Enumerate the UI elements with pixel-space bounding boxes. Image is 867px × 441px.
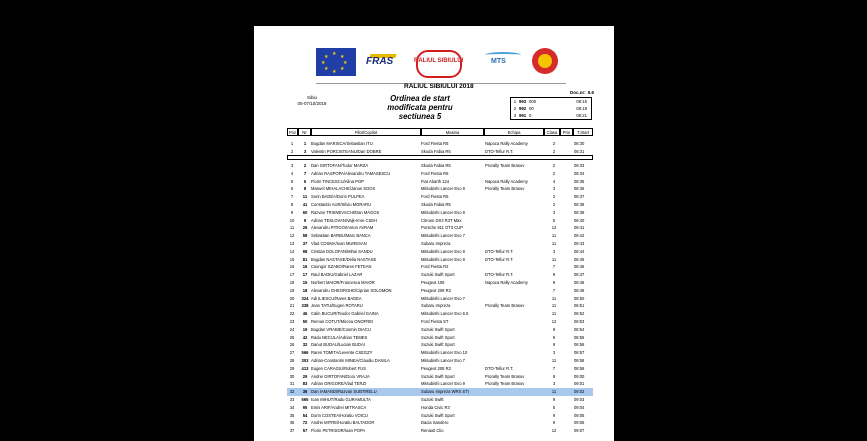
cell-poz: 14 [289, 248, 295, 254]
cell-pilot: Bogdan VRABIE/Cosmin DIACU [311, 326, 371, 332]
cell-pilot: Dorin COSTEA/Horatiu VOICU [311, 412, 368, 418]
cell-echipa: Prorally Team Brasov [485, 381, 525, 387]
cell-masina: Ford Fiesta ST [421, 319, 449, 324]
cell-nr: 32 [302, 342, 308, 348]
table-row [287, 310, 593, 318]
cell-nr: 9 [303, 217, 307, 223]
cell-echipa: Prorally Team Brasov [485, 163, 525, 168]
cell-masina: Mitsubishi Lancer Evo 9 [421, 248, 465, 254]
cell-masina: Citroen DS3 R3T Max [421, 217, 462, 223]
cell-start: 08:47 [574, 272, 585, 278]
cell-nr: 2 [303, 163, 307, 168]
cell-clasa: 9 [552, 412, 556, 418]
cell-poz: 29 [289, 365, 295, 371]
cell-poz: 26 [289, 342, 295, 348]
cell-masina: Suzuki Swift [421, 397, 444, 402]
cell-start: 08:56 [574, 342, 585, 348]
document-page [254, 26, 614, 441]
cell-nr: 41 [302, 202, 308, 207]
cell-start: 09:00 [574, 373, 585, 379]
cell-nr: 324 [301, 295, 309, 301]
cell-poz: 27 [289, 350, 295, 356]
cell-masina: Skoda Fabia R5 [421, 163, 451, 168]
cell-clasa: 4 [552, 178, 556, 184]
cell-clasa: 9 [552, 420, 556, 426]
cell-pilot: Radu NECULA/Adrian TEMES [311, 334, 368, 340]
cell-masina: Ford Fiesta R5 [421, 194, 449, 200]
cell-clasa: 9 [552, 373, 556, 379]
cell-clasa: 12 [551, 225, 557, 231]
cell-nr: 37 [302, 241, 308, 246]
cell-clasa: 2 [552, 148, 556, 154]
cell-start: 09:03 [574, 397, 585, 402]
cell-start: 08:45 [574, 256, 585, 262]
cell-clasa: 9 [552, 326, 556, 332]
table-header [287, 128, 593, 136]
cell-masina: Peugeot 208 R2 [421, 365, 451, 371]
cell-echipa: Prorally Team Brasov [485, 186, 525, 192]
table-row [287, 380, 593, 388]
cell-pilot: Sebastian BARBU/Marc BANCA [311, 233, 371, 239]
cell-clasa: 11 [551, 233, 557, 239]
cell-pilot: Manuel MIHALACHE/Janos SOOS [311, 186, 376, 192]
cell-poz: 9 [290, 209, 294, 215]
cell-nr: 11 [302, 194, 308, 200]
cell-masina: Mitsubishi Lancer Evo 9 [421, 209, 465, 215]
cell-poz: 15 [289, 256, 295, 262]
cell-start: 08:31 [574, 148, 585, 154]
cell-start: 08:54 [574, 326, 585, 332]
cell-masina: Skoda Fabia R5 [421, 148, 451, 154]
cell-clasa: 11 [551, 311, 557, 317]
cell-clasa: 11 [551, 358, 557, 363]
cell-masina: Mitsubishi Lancer Evo 7 [421, 233, 465, 239]
cell-clasa: 5 [552, 404, 556, 410]
cell-poz: 37 [289, 428, 295, 434]
raliul-sibiului-logo: RALIUL SIBIULUI [408, 48, 468, 78]
cell-poz: 23 [289, 319, 295, 324]
cell-echipa: DTO-Tellur R.T. [485, 365, 514, 371]
cell-masina: Mitsubishi Lancer Evo 9 [421, 381, 465, 387]
fras-logo: FRAS [364, 48, 400, 78]
cell-pilot: Cristian DOLOFAN/Mihai SANDU [311, 248, 373, 254]
cell-nr: 8 [303, 186, 307, 192]
table-row [287, 279, 593, 287]
cell-start: 09:05 [574, 412, 585, 418]
cell-pilot: Eugen CARAGIU/Robert FUS [311, 365, 366, 371]
table-row [287, 178, 593, 186]
cell-start: 08:43 [574, 241, 585, 246]
cell-clasa: 9 [552, 397, 556, 402]
header-echipa: Echipa [484, 128, 544, 136]
cell-masina: Peugeot 106 [421, 280, 445, 285]
cell-poz: 13 [289, 241, 295, 246]
cell-nr: 3 [303, 148, 307, 154]
cell-masina: Ford Fiesta R2 [421, 264, 449, 270]
cell-clasa: 3 [552, 186, 556, 192]
cell-nr: 565 [301, 397, 309, 402]
table-row [287, 162, 593, 170]
cell-pilot: Adrian-Constantin MINEA/Claudiu DANILA [311, 358, 390, 363]
table-row [287, 217, 593, 225]
cell-clasa: 3 [552, 209, 556, 215]
cell-start: 09:07 [574, 428, 585, 434]
cell-masina: Mitsubishi Lancer Evo 7 [421, 295, 465, 301]
cell-clasa: 2 [552, 141, 556, 146]
cell-masina: Ford Fiesta R5 [421, 170, 449, 176]
cell-echipa: Napoca Rally Academy [485, 141, 528, 146]
cell-clasa: 2 [552, 194, 556, 200]
cell-masina: Peugeot 208 R2 [421, 287, 451, 293]
cell-start: 08:39 [574, 209, 585, 215]
cell-start: 08:41 [574, 225, 585, 231]
cell-clasa: 3 [552, 248, 556, 254]
cell-masina: Suzuki Swift Sport [421, 412, 455, 418]
cell-pilot: Andrei MITRE/Horatiu BALTADOR [311, 420, 375, 426]
cell-pilot: Jean TATU/Eugen ROTARU [311, 303, 363, 309]
cell-poz: 17 [289, 272, 295, 278]
cell-pilot: Norbert MAIOR/Francesca MAIOR [311, 280, 375, 285]
cell-nr: 18 [302, 287, 308, 293]
cell-start: 08:57 [574, 350, 585, 356]
start-box-row: 3 991 0 08:21 [513, 113, 587, 118]
header-clasa: Clasa [544, 128, 560, 136]
cell-echipa: Prorally Team Brasov [485, 373, 525, 379]
header-start: T.Start [573, 128, 593, 136]
eu-flag-logo: ★ ★ ★ ★ ★ ★ ★ ★ [316, 48, 356, 76]
cell-clasa: 2 [552, 202, 556, 207]
cell-pilot: Dan IAMANDI/Razvan SUBTIRELU [311, 389, 377, 395]
cell-clasa: 12 [551, 319, 557, 324]
cell-nr: 7 [303, 170, 307, 176]
cell-masina: Suzuki Swift Sport [421, 342, 455, 348]
cell-pilot: Remus COTUT/Mircea ONOFREI [311, 319, 374, 324]
cell-pilot: Andrei GIRTOFAN/Doru VRAJA [311, 373, 370, 379]
cell-masina: Renault Clio [421, 428, 444, 434]
table-row [287, 224, 593, 232]
cell-clasa: 9 [552, 280, 556, 285]
cell-nr: 19 [302, 326, 308, 332]
start-box-row: 1 993 000 08:15 [513, 99, 587, 104]
cell-masina: Mitsubishi Lancer Evo 6.5 [421, 311, 469, 317]
cell-nr: 17 [302, 272, 308, 278]
table-row [287, 412, 593, 420]
cell-poz: 10 [289, 217, 295, 223]
cell-nr: 5 [303, 178, 307, 184]
cell-clasa: 2 [552, 170, 556, 176]
cell-pilot: Adi ILIESCU/Rares BADEA [311, 295, 362, 301]
table-row [287, 256, 593, 264]
cell-echipa: Napoca Rally Academy [485, 178, 528, 184]
cell-pilot: Adrian TESLOVAN/Vajk-Imre CSEH [311, 217, 378, 223]
table-row [287, 209, 593, 217]
cell-pilot: Ioan MIHUT/Radu GURAMULTA [311, 397, 371, 402]
cell-poz: 6 [290, 186, 294, 192]
cell-nr: 36 [302, 389, 308, 395]
cell-pilot: Adrian RASPOPA/Alexandru TAMASESCU [311, 170, 391, 176]
cell-poz: 32 [289, 389, 295, 395]
cell-start: 08:51 [574, 303, 585, 309]
cell-pilot: Adrian GRIGORE/Vlad TERZI [311, 381, 367, 387]
cell-start: 08:40 [574, 217, 585, 223]
cell-start: 09:06 [574, 420, 585, 426]
cell-clasa: 9 [552, 272, 556, 278]
cell-clasa: 7 [552, 287, 556, 293]
cell-start: 08:48 [574, 280, 585, 285]
cell-poz: 8 [290, 202, 294, 207]
table-row [287, 271, 593, 279]
table-row [287, 396, 593, 404]
cell-pilot: Csongor SZABO/Rares FETEAN [311, 264, 372, 270]
cell-poz: 4 [290, 170, 294, 176]
table-row [287, 326, 593, 334]
cell-start: 08:42 [574, 233, 585, 239]
cell-pilot: Florin PETRISOR/Ioan POPA [311, 428, 366, 434]
cell-nr: 72 [302, 420, 308, 426]
table-row [287, 373, 593, 381]
cell-poz: 18 [289, 280, 295, 285]
cell-pilot: Dan GIRTOFAN/Tudor MARZA [311, 163, 369, 168]
cell-clasa: 9 [552, 334, 556, 340]
header-pilot: Pilot/Copilot [311, 128, 421, 136]
cell-masina: Porsche 911 GT3 CUP [421, 225, 464, 231]
cell-clasa: 11 [551, 241, 557, 246]
table-row [287, 240, 593, 248]
table-row [287, 365, 593, 373]
table-row [287, 185, 593, 193]
cell-start: 09:02 [574, 389, 585, 395]
cell-start: 09:04 [574, 404, 585, 410]
cell-pilot: Vlad COSMA/Ioan MURESAN [311, 241, 367, 246]
start-box-row: 2 992 00 08:18 [513, 106, 587, 111]
cell-clasa: 2 [552, 163, 556, 168]
city-date: Sibiu 05-07/10/2018 [297, 95, 327, 106]
cell-masina: Mitsubishi Lancer Evo 9 [421, 256, 465, 262]
cell-nr: 15 [302, 280, 308, 285]
cell-masina: Ford Fiesta R5 [421, 141, 449, 146]
cell-echipa: DTO-Tellur R.T. [485, 256, 514, 262]
cell-start: 08:50 [574, 295, 585, 301]
cell-masina: Fiat Abarth 124 [421, 178, 450, 184]
cell-masina: Subaru Impreza [421, 303, 451, 309]
cell-nr: 338 [301, 303, 309, 309]
cell-pilot: Florin TINCESCU/Alina POP [311, 178, 364, 184]
cell-nr: 29 [302, 373, 308, 379]
table-row [287, 201, 593, 209]
cell-clasa: 11 [551, 303, 557, 309]
table-row [287, 248, 593, 256]
row-separator [287, 155, 593, 160]
start-box [510, 97, 592, 120]
cell-poz: 3 [290, 163, 294, 168]
table-row [287, 349, 593, 357]
table-row [287, 295, 593, 303]
cell-echipa: DTO-Tellur R.T. [485, 248, 514, 254]
cell-start: 08:33 [574, 163, 585, 168]
cell-nr: 566 [301, 350, 309, 356]
table-row [287, 334, 593, 342]
cell-nr: 54 [302, 412, 308, 418]
cell-nr: 303 [301, 358, 309, 363]
doc-number: Doc.nr: 5.6 [570, 90, 595, 95]
cell-pilot: Valentin PORCISTEANU/Dan DOBRE [311, 148, 382, 154]
header-poz: Poz [288, 129, 297, 135]
cell-masina: Suzuki Swift Sport [421, 272, 455, 278]
cell-echipa: DTO-Tellur R.T. [485, 148, 514, 154]
cell-masina: Skoda Fabia R5 [421, 202, 451, 207]
cell-start: 08:59 [574, 365, 585, 371]
table-row [287, 263, 593, 271]
cell-nr: 58 [302, 233, 308, 239]
table-row [287, 357, 593, 365]
cell-masina: Dacia Sandero [421, 420, 449, 426]
cell-poz: 31 [289, 381, 295, 387]
cell-masina: Suzuki Swift Sport [421, 326, 455, 332]
cell-start: 08:58 [574, 358, 585, 363]
cell-clasa: 3 [552, 381, 556, 387]
table-row [287, 140, 593, 148]
cell-nr: 95 [302, 404, 308, 410]
cell-poz: 24 [289, 326, 295, 332]
cell-masina: Subaru Impreza [421, 241, 451, 246]
cell-poz: 33 [289, 397, 295, 402]
cell-start: 08:44 [574, 248, 585, 254]
cell-poz: 11 [289, 225, 295, 231]
cell-poz: 12 [289, 233, 295, 239]
cell-pilot: Alexandru GHEORGHE/Ciprian SOLOMON [311, 287, 392, 293]
cell-nr: 26 [302, 225, 308, 231]
cell-pilot: Alexandru PITIGOI/Anton AVRAM [311, 225, 374, 231]
cell-masina: Mitsubishi Lancer Evo 7 [421, 358, 465, 363]
cell-poz: 2 [290, 148, 294, 154]
cell-poz: 25 [289, 334, 295, 340]
cell-nr: 16 [302, 264, 308, 270]
cell-masina: Suzuki Swift Sport [421, 334, 455, 340]
cell-start: 08:34 [574, 170, 585, 176]
cell-start: 08:35 [574, 178, 585, 184]
cell-poz: 1 [290, 141, 294, 146]
cell-start: 08:30 [574, 141, 585, 146]
cell-poz: 5 [290, 178, 294, 184]
cell-clasa: 11 [551, 295, 557, 301]
cell-nr: 98 [302, 248, 308, 254]
table-row [287, 388, 593, 396]
cell-nr: 1 [303, 141, 307, 146]
table-row [287, 419, 593, 427]
cell-poz: 30 [289, 373, 295, 379]
table-row [287, 232, 593, 240]
cell-clasa: 11 [551, 256, 557, 262]
cell-poz: 21 [289, 303, 295, 309]
table-row [287, 170, 593, 178]
cell-nr: 57 [302, 428, 308, 434]
cell-clasa: 5 [552, 217, 556, 223]
cell-poz: 35 [289, 412, 295, 418]
cell-pilot: Constantin AUR/Silviu MORARU [311, 202, 372, 207]
header-masina: Masina [421, 128, 484, 136]
cell-pilot: Raul BADIU/Gabriel LAZAR [311, 272, 363, 278]
cell-echipa: Prorally Team Brasov [485, 303, 525, 309]
cell-start: 08:53 [574, 319, 585, 324]
table-row [287, 341, 593, 349]
cell-pilot: Bogdan NASTASE/Delia NASTASE [311, 256, 377, 262]
cell-poz: 28 [289, 358, 295, 363]
table-row [287, 427, 593, 435]
cell-pilot: Sorin BADEA/Dorin PULPEA [311, 194, 365, 200]
table-row [287, 404, 593, 412]
cell-clasa: 11 [551, 389, 557, 395]
cell-pilot: Rares TOMITA/Levente CSEGZY [311, 350, 373, 356]
cell-masina: Suzuki Swift Sport [421, 373, 455, 379]
header-nr: Nr [298, 128, 311, 136]
cell-masina: Mitsubishi Lancer Evo 9 [421, 186, 465, 192]
table-row [287, 193, 593, 201]
cell-start: 08:46 [574, 264, 585, 270]
cell-poz: 20 [289, 295, 295, 301]
cell-poz: 22 [289, 311, 295, 317]
cell-poz: 34 [289, 404, 295, 410]
table-row [287, 287, 593, 295]
cell-pilot: Bogdan MARISCA/Sebastian ITU [311, 141, 373, 146]
cell-start: 08:49 [574, 287, 585, 293]
cell-clasa: 7 [552, 365, 556, 371]
table-row [287, 148, 593, 156]
cell-start: 08:38 [574, 202, 585, 207]
cell-nr: 413 [301, 365, 309, 371]
document-title: RALIUL SIBIULUI 2018 [404, 83, 474, 90]
cell-echipa: Napoca Rally Academy [485, 280, 528, 285]
cell-nr: 83 [302, 381, 308, 387]
cell-start: 09:01 [574, 381, 585, 387]
cell-poz: 16 [289, 264, 295, 270]
sponsor-logos [316, 48, 561, 80]
cell-start: 08:52 [574, 311, 585, 317]
cell-nr: 42 [302, 334, 308, 340]
cell-clasa: 9 [552, 342, 556, 348]
cell-clasa: 12 [551, 428, 557, 434]
cell-nr: 81 [302, 256, 308, 262]
cell-masina: Honda Civic R3 [421, 404, 450, 410]
cell-pilot: Danut BUDAU/Lucian BUDAI [311, 342, 365, 348]
cell-nr: 50 [302, 319, 308, 324]
cell-pilot: Razvan TRISNEVSCHI/Dan MAGOS [311, 209, 380, 215]
cell-masina: Subaru Impreza WRX STI [421, 389, 469, 395]
cell-nr: 46 [302, 311, 308, 317]
table-row [287, 318, 593, 326]
cell-echipa: DTO-Tellur R.T. [485, 272, 514, 278]
cell-poz: 36 [289, 420, 295, 426]
cell-nr: 60 [302, 209, 308, 215]
cell-start: 08:55 [574, 334, 585, 340]
cell-clasa: 3 [552, 350, 556, 356]
table-row [287, 302, 593, 310]
cell-pilot: Emis ARIF/Andrei MITRASCA [311, 404, 367, 410]
cfr-logo [530, 48, 560, 78]
header-prio: Prio [560, 128, 573, 136]
cell-pilot: Calin BUCUR/Teodor Gabriel GAINA [311, 311, 379, 317]
cell-masina: Mitsubishi Lancer Evo 10 [421, 350, 468, 356]
document-subtitle: Ordinea de start modificata pentru sectiunea 5 [387, 94, 453, 121]
cell-poz: 7 [290, 194, 294, 200]
cell-start: 08:37 [574, 194, 585, 200]
cell-clasa: 7 [552, 264, 556, 270]
cell-start: 08:36 [574, 186, 585, 192]
cell-poz: 19 [289, 287, 295, 293]
mts-logo: MTS [483, 48, 523, 78]
